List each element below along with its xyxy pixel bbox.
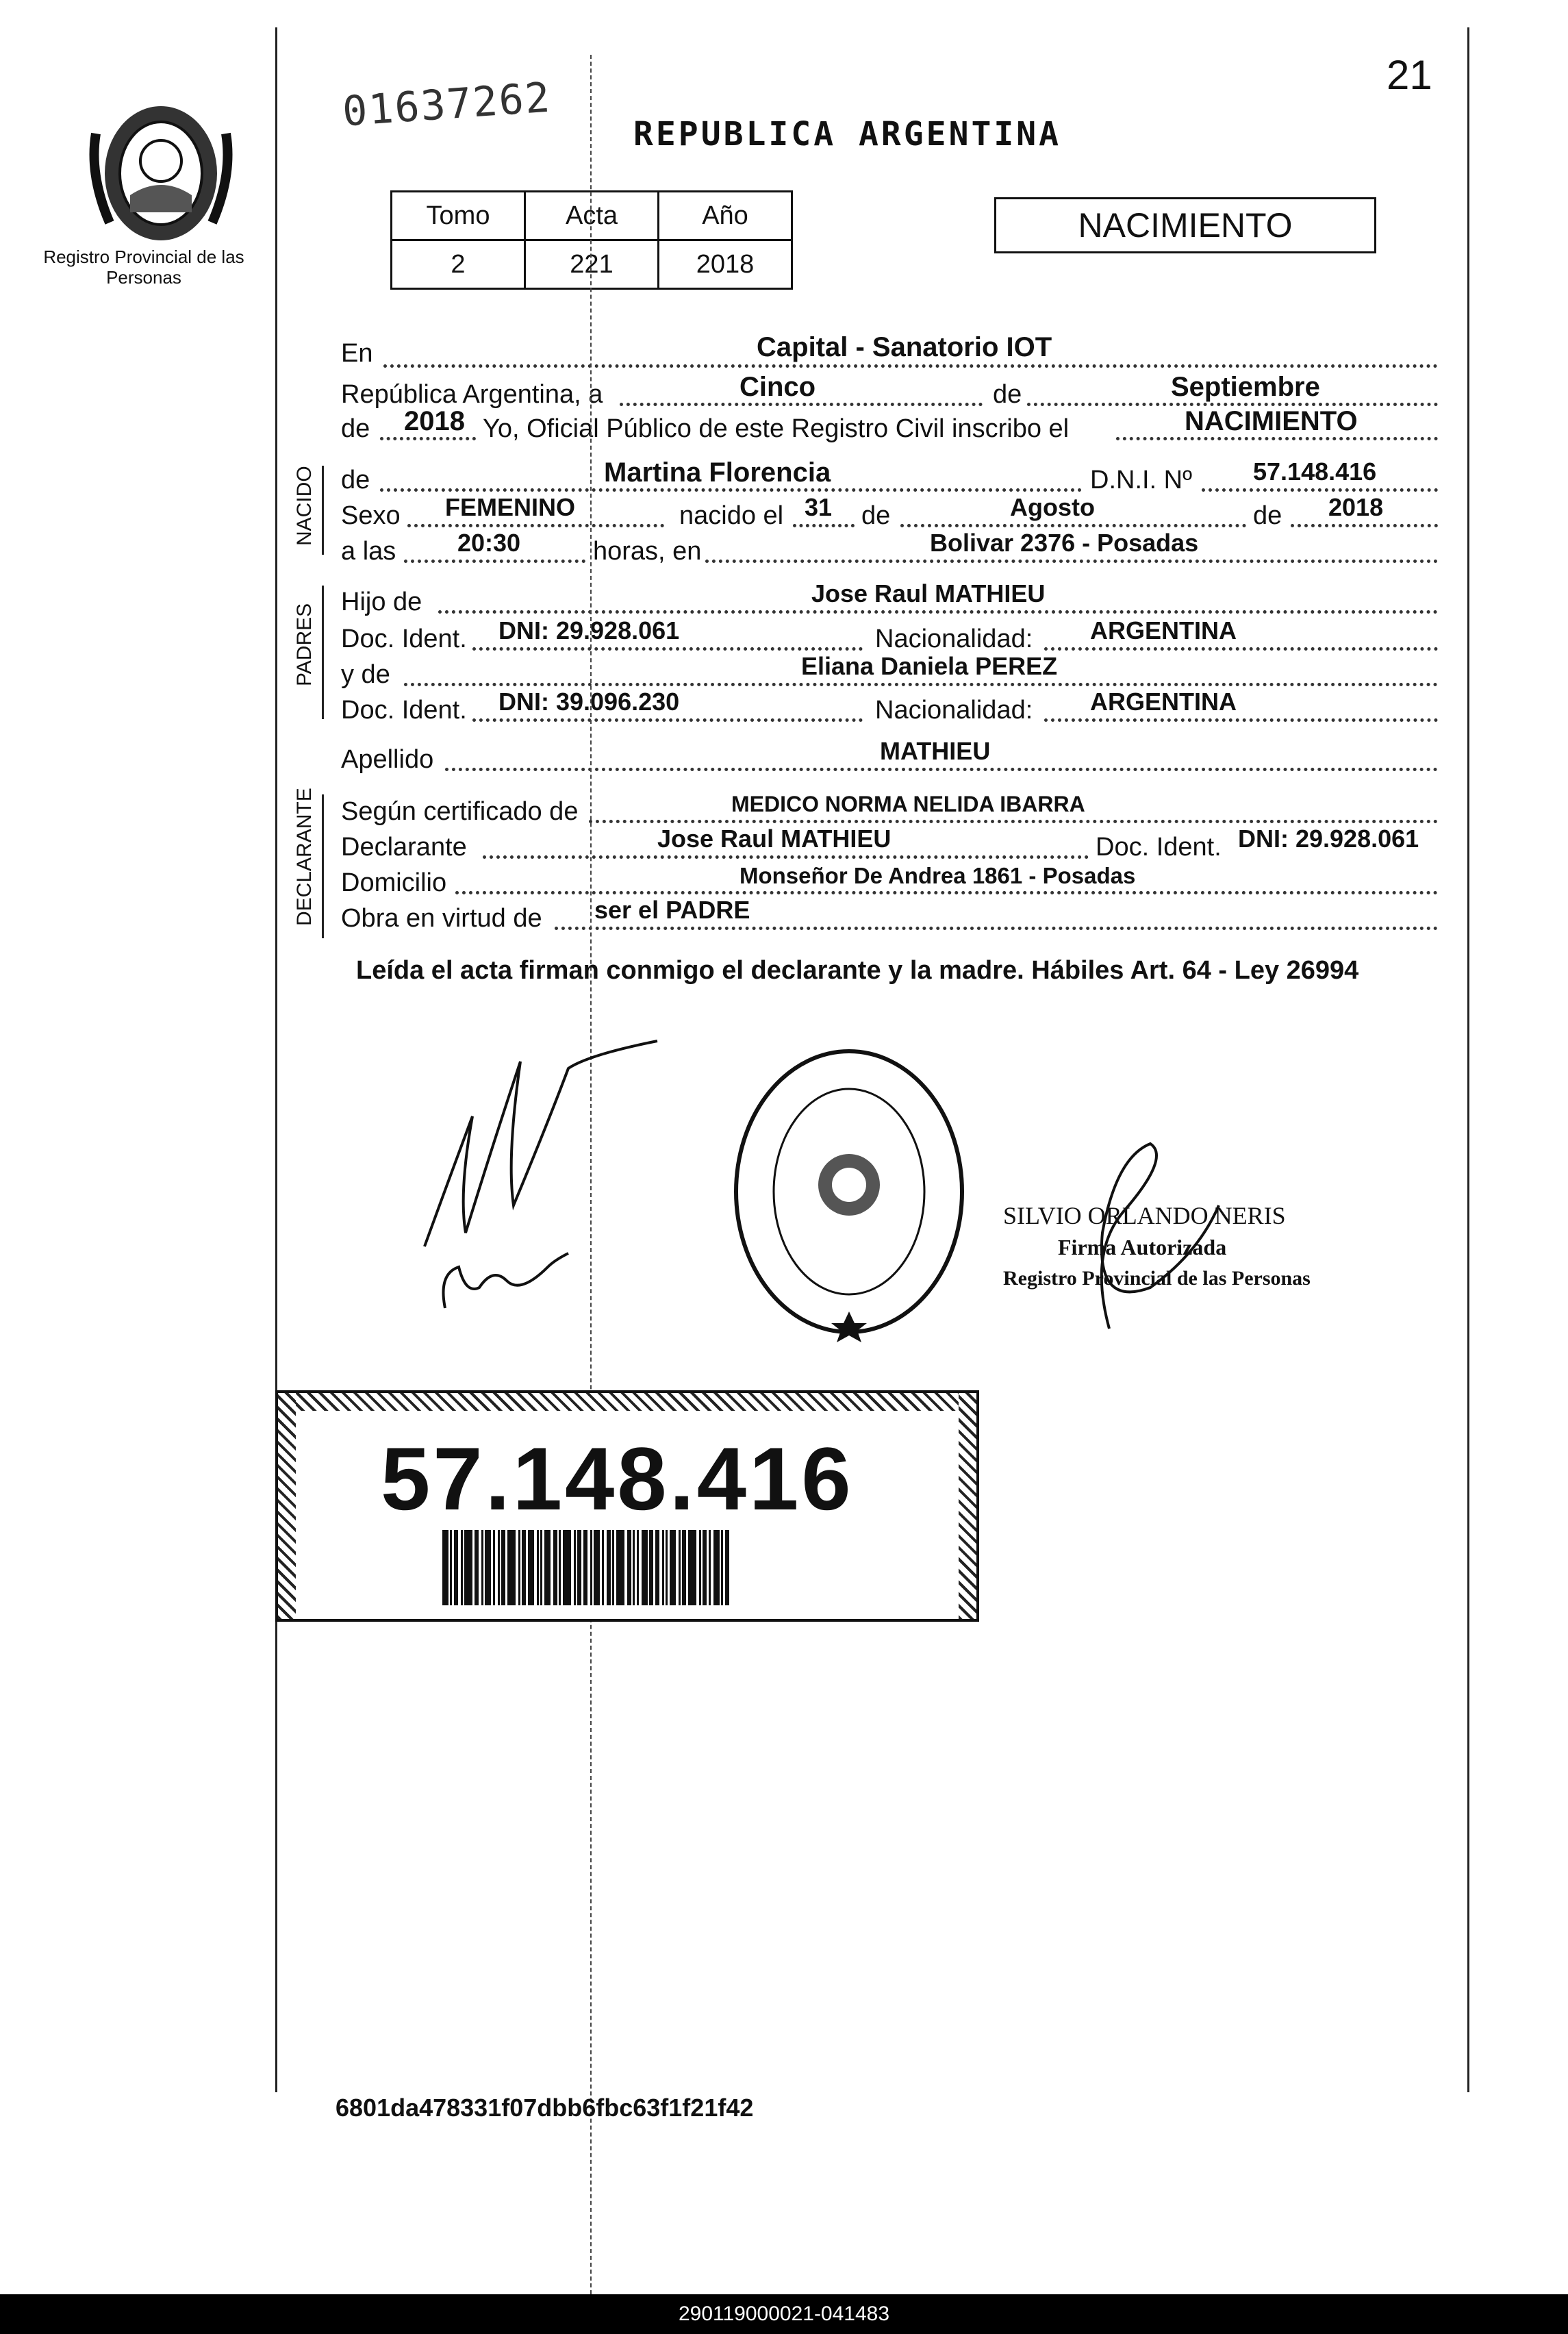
dotted-line [407,524,664,527]
dotted-line [1116,437,1438,440]
dotted-line [705,560,1438,563]
dotted-line [438,610,1438,614]
obra-value: ser el PADRE [594,896,750,924]
padres-section-label: PADRES [293,603,316,686]
republica-label: República Argentina, a [341,380,603,409]
nacido-de2-label: de [861,501,891,530]
de-label: de [993,380,1022,409]
en-label: En [341,339,373,368]
yo-label: Yo, Oficial Público de este Registro Civil inscribo el [483,414,1070,443]
record-table-cell: 2018 [659,240,792,289]
dotted-line [380,488,1082,492]
declarante-label: Declarante [341,833,467,862]
document-hash: 6801da478331f07dbb6fbc63f1f21f42 [336,2094,754,2122]
official-stamp [726,1041,972,1342]
de2-label: de [341,414,370,443]
declarante-doc-label: Doc. Ident. [1096,833,1222,862]
declarante-value: Jose Raul MATHIEU [657,825,892,853]
sexo-value: FEMENINO [445,493,576,521]
padres-section-bar [322,586,324,719]
horas-en-label: horas, en [593,537,702,566]
dotted-line [404,683,1438,686]
madre-value: Eliana Daniela PEREZ [801,652,1058,680]
madre-nac-label: Nacionalidad: [875,696,1033,725]
dotted-line [445,768,1438,771]
label-border-pattern [959,1393,976,1619]
dia-value: Cinco [739,372,816,402]
left-margin-rule [275,27,277,2092]
handwritten-signature-icon [411,1020,671,1322]
right-margin-rule [1467,27,1469,2092]
certificado-value: MEDICO NORMA NELIDA IBARRA [731,792,1085,816]
page-number: 21 [1387,52,1432,98]
record-table-header: Acta [525,192,659,240]
control-number: 01637262 [340,73,553,136]
madre-doc-label: Doc. Ident. [341,696,467,725]
declarante-section-label: DECLARANTE [293,788,316,926]
domicilio-label: Domicilio [341,868,447,897]
nacido-el-label: nacido el [679,501,784,530]
certificado-label: Según certificado de [341,797,579,826]
declarante-section-bar [322,794,324,938]
barcode-number: 57.148.416 [381,1429,854,1529]
dotted-line [472,718,863,722]
dotted-line [383,364,1438,368]
nacido-anio-value: 2018 [1328,493,1384,521]
dni-label: D.N.I. Nº [1090,466,1192,494]
hijo-de-label: Hijo de [341,588,422,616]
en-value: Capital - Sanatorio IOT [757,332,1052,362]
lugar-value: Bolivar 2376 - Posadas [930,529,1199,557]
label-border-pattern [278,1393,976,1411]
page-title: REPUBLICA ARGENTINA [633,115,1062,153]
record-table [390,190,793,290]
record-type-box: NACIMIENTO [994,197,1376,253]
dotted-line [1202,488,1438,492]
padre-nac-value: ARGENTINA [1090,616,1237,644]
padre-doc-value: DNI: 29.928.061 [498,616,680,644]
signer-org: Registro Provincial de las Personas [1003,1267,1311,1290]
a-las-label: a las [341,537,396,566]
padre-value: Jose Raul MATHIEU [811,579,1046,607]
dotted-line [1291,524,1438,527]
dotted-line [472,647,863,651]
nacido-de-label: de [341,466,370,494]
dotted-line [483,855,1089,859]
province-seal [82,92,240,250]
nacido-section-bar [322,466,324,555]
obra-label: Obra en virtud de [341,904,542,933]
dotted-line [793,524,855,527]
nacido-nombre-value: Martina Florencia [604,457,831,488]
dotted-line [1044,718,1438,722]
domicilio-value: Monseñor De Andrea 1861 - Posadas [739,863,1136,888]
madre-doc-value: DNI: 39.096.230 [498,688,680,716]
dotted-line [555,927,1438,930]
dotted-line [900,524,1246,527]
label-border-pattern [278,1393,296,1619]
sexo-label: Sexo [341,501,401,530]
apellido-value: MATHIEU [880,737,991,765]
seal-label: Registro Provincial de las Personas [43,247,244,288]
padre-doc-label: Doc. Ident. [341,625,467,653]
signer-role: Firma Autorizada [1058,1235,1227,1259]
barcode-bars [442,1530,826,1605]
dotted-line [1044,647,1438,651]
nacido-section-label: NACIDO [293,466,316,546]
dotted-line [620,403,983,406]
official-stamp-icon [726,1041,972,1342]
record-table-header: Año [659,192,792,240]
y-de-label: y de [341,660,390,689]
barcode-label [275,1390,979,1622]
dotted-line [404,560,585,563]
record-table-cell: 221 [525,240,659,289]
dotted-line [589,820,1438,823]
apellido-label: Apellido [341,745,434,774]
nacido-mes-value: Agosto [1010,493,1095,521]
padre-nac-label: Nacionalidad: [875,625,1033,653]
declarant-signature [411,1020,671,1322]
nacido-de3-label: de [1253,501,1282,530]
mes-value: Septiembre [1171,372,1320,402]
signature-block [1003,1200,1311,1294]
province-seal-icon [82,92,240,250]
leida-statement: Leída el acta firman conmigo el declarante y la madre. Hábiles Art. 64 - Ley 26994 [356,956,1359,985]
declarante-doc-value: DNI: 29.928.061 [1238,825,1419,853]
inscribo-value: NACIMIENTO [1185,406,1358,436]
hora-value: 20:30 [457,529,521,557]
dotted-line [380,437,476,440]
dni-value: 57.148.416 [1253,457,1377,486]
madre-nac-value: ARGENTINA [1090,688,1237,716]
record-table-header: Tomo [392,192,525,240]
dotted-line [455,891,1438,894]
record-table-cell: 2 [392,240,525,289]
nacido-dia-value: 31 [805,493,833,521]
signer-name: SILVIO ORLANDO NERIS [1003,1202,1286,1229]
footer-id: 290119000021-041483 [0,2294,1568,2334]
anio-value: 2018 [404,406,465,436]
